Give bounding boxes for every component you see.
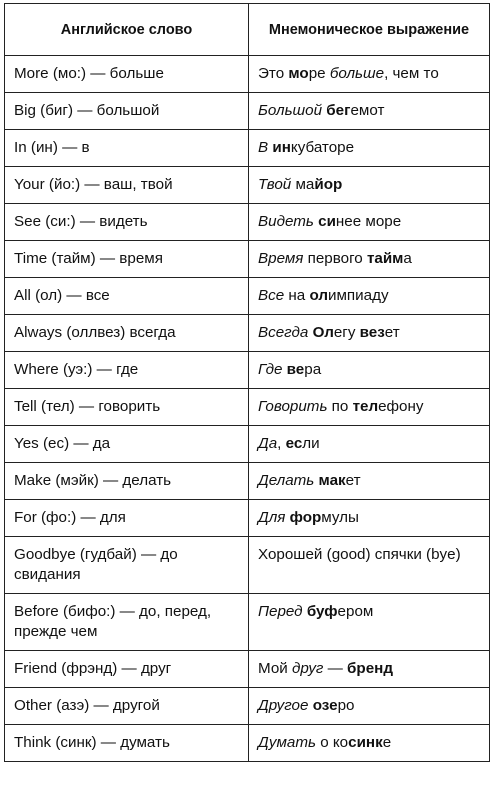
mnemonic-text-fragment: о ко bbox=[315, 734, 349, 751]
mnemonic-bold-fragment: синк bbox=[348, 734, 383, 751]
english-word-cell: Friend (фрэнд) — друг bbox=[5, 651, 249, 688]
mnemonic-cell bbox=[249, 426, 490, 463]
table-row bbox=[5, 278, 490, 315]
document-page bbox=[4, 3, 489, 762]
mnemonic-italic-fragment: Где bbox=[258, 361, 283, 378]
mnemonic-cell bbox=[249, 463, 490, 500]
mnemonic-text-fragment: ефону bbox=[378, 398, 424, 415]
mnemonic-cell bbox=[249, 315, 490, 352]
mnemonic-italic-fragment: Говорить bbox=[258, 398, 328, 415]
table-row bbox=[5, 426, 490, 463]
mnemonic-cell bbox=[249, 688, 490, 725]
table-row bbox=[5, 594, 490, 651]
english-word-cell: Your (йо:) — ваш, твой bbox=[5, 167, 249, 204]
mnemonic-italic-fragment: друг bbox=[291, 660, 324, 677]
table-row bbox=[5, 93, 490, 130]
mnemonic-text-fragment: ро bbox=[337, 697, 355, 714]
mnemonic-cell bbox=[249, 93, 490, 130]
mnemonic-bold-fragment: Ол bbox=[312, 324, 334, 341]
mnemonic-italic-fragment: Видеть bbox=[258, 213, 314, 230]
table-header-row bbox=[5, 4, 490, 56]
mnemonic-cell bbox=[249, 204, 490, 241]
mnemonic-italic-fragment: Да bbox=[258, 435, 278, 452]
mnemonic-cell bbox=[249, 537, 490, 594]
mnemonic-bold-fragment: ол bbox=[309, 287, 328, 304]
mnemonic-text-fragment: импиаду bbox=[328, 287, 389, 304]
mnemonic-bold-fragment: бренд bbox=[347, 660, 393, 677]
mnemonic-cell bbox=[249, 167, 490, 204]
mnemonic-italic-fragment: Твой bbox=[258, 176, 292, 193]
mnemonic-cell bbox=[249, 56, 490, 93]
mnemonic-italic-fragment: Большой bbox=[258, 102, 323, 119]
mnemonic-bold-fragment: ин bbox=[272, 139, 291, 156]
table-row bbox=[5, 241, 490, 278]
mnemonic-text-fragment: Мой bbox=[258, 660, 292, 677]
header-english-word: Английское слово bbox=[5, 4, 249, 56]
mnemonic-bold-fragment: мак bbox=[318, 472, 346, 489]
table-row bbox=[5, 651, 490, 688]
english-word-cell: All (ол) — все bbox=[5, 278, 249, 315]
mnemonic-bold-fragment: тел bbox=[352, 398, 379, 415]
mnemonic-bold-fragment: си bbox=[318, 213, 336, 230]
mnemonic-text-fragment: , чем то bbox=[384, 65, 439, 82]
english-word-cell: Yes (ес) — да bbox=[5, 426, 249, 463]
table-row bbox=[5, 389, 490, 426]
table-row bbox=[5, 463, 490, 500]
mnemonic-text-fragment: Это bbox=[258, 65, 289, 82]
english-word-cell: Make (мэйк) — делать bbox=[5, 463, 249, 500]
mnemonic-text-fragment: ра bbox=[304, 361, 322, 378]
mnemonic-cell bbox=[249, 651, 490, 688]
mnemonic-text-fragment: кубаторе bbox=[290, 139, 355, 156]
mnemonic-italic-fragment: Все bbox=[258, 287, 285, 304]
mnemonic-italic-fragment: Делать bbox=[258, 472, 315, 489]
mnemonic-text-fragment: нее море bbox=[335, 213, 402, 230]
mnemonic-bold-fragment: буф bbox=[306, 603, 338, 620]
table-body bbox=[5, 56, 490, 762]
mnemonic-bold-fragment: тайм bbox=[366, 250, 404, 267]
mnemonic-italic-fragment: В bbox=[258, 139, 269, 156]
header-mnemonic-expression: Мнемоническое выражение bbox=[249, 4, 490, 56]
mnemonic-cell bbox=[249, 241, 490, 278]
mnemonic-text-fragment: ре bbox=[308, 65, 330, 82]
mnemonic-cell bbox=[249, 500, 490, 537]
english-word-cell: Time (тайм) — время bbox=[5, 241, 249, 278]
english-word-cell: For (фо:) — для bbox=[5, 500, 249, 537]
mnemonic-italic-fragment: Время bbox=[258, 250, 304, 267]
mnemonic-text-fragment: ли bbox=[302, 435, 320, 452]
english-word-cell: Big (биг) — большой bbox=[5, 93, 249, 130]
mnemonic-table bbox=[4, 3, 490, 762]
mnemonic-bold-fragment: бег bbox=[326, 102, 351, 119]
table-row bbox=[5, 204, 490, 241]
mnemonic-italic-fragment: Думать bbox=[258, 734, 316, 751]
english-word-cell: Always (оллвез) всегда bbox=[5, 315, 249, 352]
english-word-cell: More (мо:) — больше bbox=[5, 56, 249, 93]
mnemonic-text-fragment: Хорошей (good) спячки (bye) bbox=[258, 546, 461, 563]
mnemonic-text-fragment: ет bbox=[384, 324, 400, 341]
mnemonic-cell bbox=[249, 725, 490, 762]
mnemonic-text-fragment: первого bbox=[303, 250, 367, 267]
mnemonic-text-fragment: мулы bbox=[321, 509, 359, 526]
table-row bbox=[5, 167, 490, 204]
mnemonic-text-fragment: на bbox=[284, 287, 310, 304]
mnemonic-italic-fragment: Перед bbox=[258, 603, 303, 620]
mnemonic-cell bbox=[249, 278, 490, 315]
mnemonic-text-fragment: е bbox=[382, 734, 392, 751]
mnemonic-bold-fragment: озе bbox=[312, 697, 338, 714]
mnemonic-bold-fragment: ес bbox=[285, 435, 303, 452]
mnemonic-bold-fragment: вез bbox=[359, 324, 385, 341]
table-row bbox=[5, 130, 490, 167]
table-row bbox=[5, 537, 490, 594]
mnemonic-italic-fragment: Другое bbox=[258, 697, 309, 714]
mnemonic-text-fragment: по bbox=[327, 398, 353, 415]
mnemonic-italic-fragment: Для bbox=[258, 509, 286, 526]
english-word-cell: Where (уэ:) — где bbox=[5, 352, 249, 389]
english-word-cell: Tell (тел) — говорить bbox=[5, 389, 249, 426]
table-row bbox=[5, 500, 490, 537]
english-word-cell: Other (азэ) — другой bbox=[5, 688, 249, 725]
english-word-cell: Before (бифо:) — до, перед, прежде чем bbox=[5, 594, 249, 651]
mnemonic-text-fragment: емот bbox=[350, 102, 385, 119]
mnemonic-italic-fragment: Всегда bbox=[258, 324, 309, 341]
table-row bbox=[5, 725, 490, 762]
mnemonic-text-fragment: а bbox=[403, 250, 412, 267]
english-word-cell: Goodbye (гудбай) — до свидания bbox=[5, 537, 249, 594]
mnemonic-text-fragment: , bbox=[277, 435, 286, 452]
table-row bbox=[5, 56, 490, 93]
english-word-cell: See (си:) — видеть bbox=[5, 204, 249, 241]
mnemonic-text-fragment: — bbox=[323, 660, 348, 677]
mnemonic-cell bbox=[249, 352, 490, 389]
mnemonic-bold-fragment: мо bbox=[288, 65, 309, 82]
english-word-cell: Think (синк) — думать bbox=[5, 725, 249, 762]
mnemonic-text-fragment: ер bbox=[337, 603, 355, 620]
mnemonic-cell bbox=[249, 130, 490, 167]
table-row bbox=[5, 352, 490, 389]
mnemonic-bold-fragment: фор bbox=[289, 509, 322, 526]
mnemonic-cell bbox=[249, 389, 490, 426]
mnemonic-italic-fragment: больше bbox=[329, 65, 385, 82]
mnemonic-text-fragment: ет bbox=[345, 472, 361, 489]
mnemonic-text-fragment: ом bbox=[354, 603, 374, 620]
mnemonic-text-fragment: ма bbox=[291, 176, 315, 193]
mnemonic-cell bbox=[249, 594, 490, 651]
table-row bbox=[5, 315, 490, 352]
mnemonic-bold-fragment: йор bbox=[314, 176, 343, 193]
english-word-cell: In (ин) — в bbox=[5, 130, 249, 167]
mnemonic-text-fragment: егу bbox=[333, 324, 360, 341]
table-row bbox=[5, 688, 490, 725]
mnemonic-bold-fragment: ве bbox=[286, 361, 305, 378]
